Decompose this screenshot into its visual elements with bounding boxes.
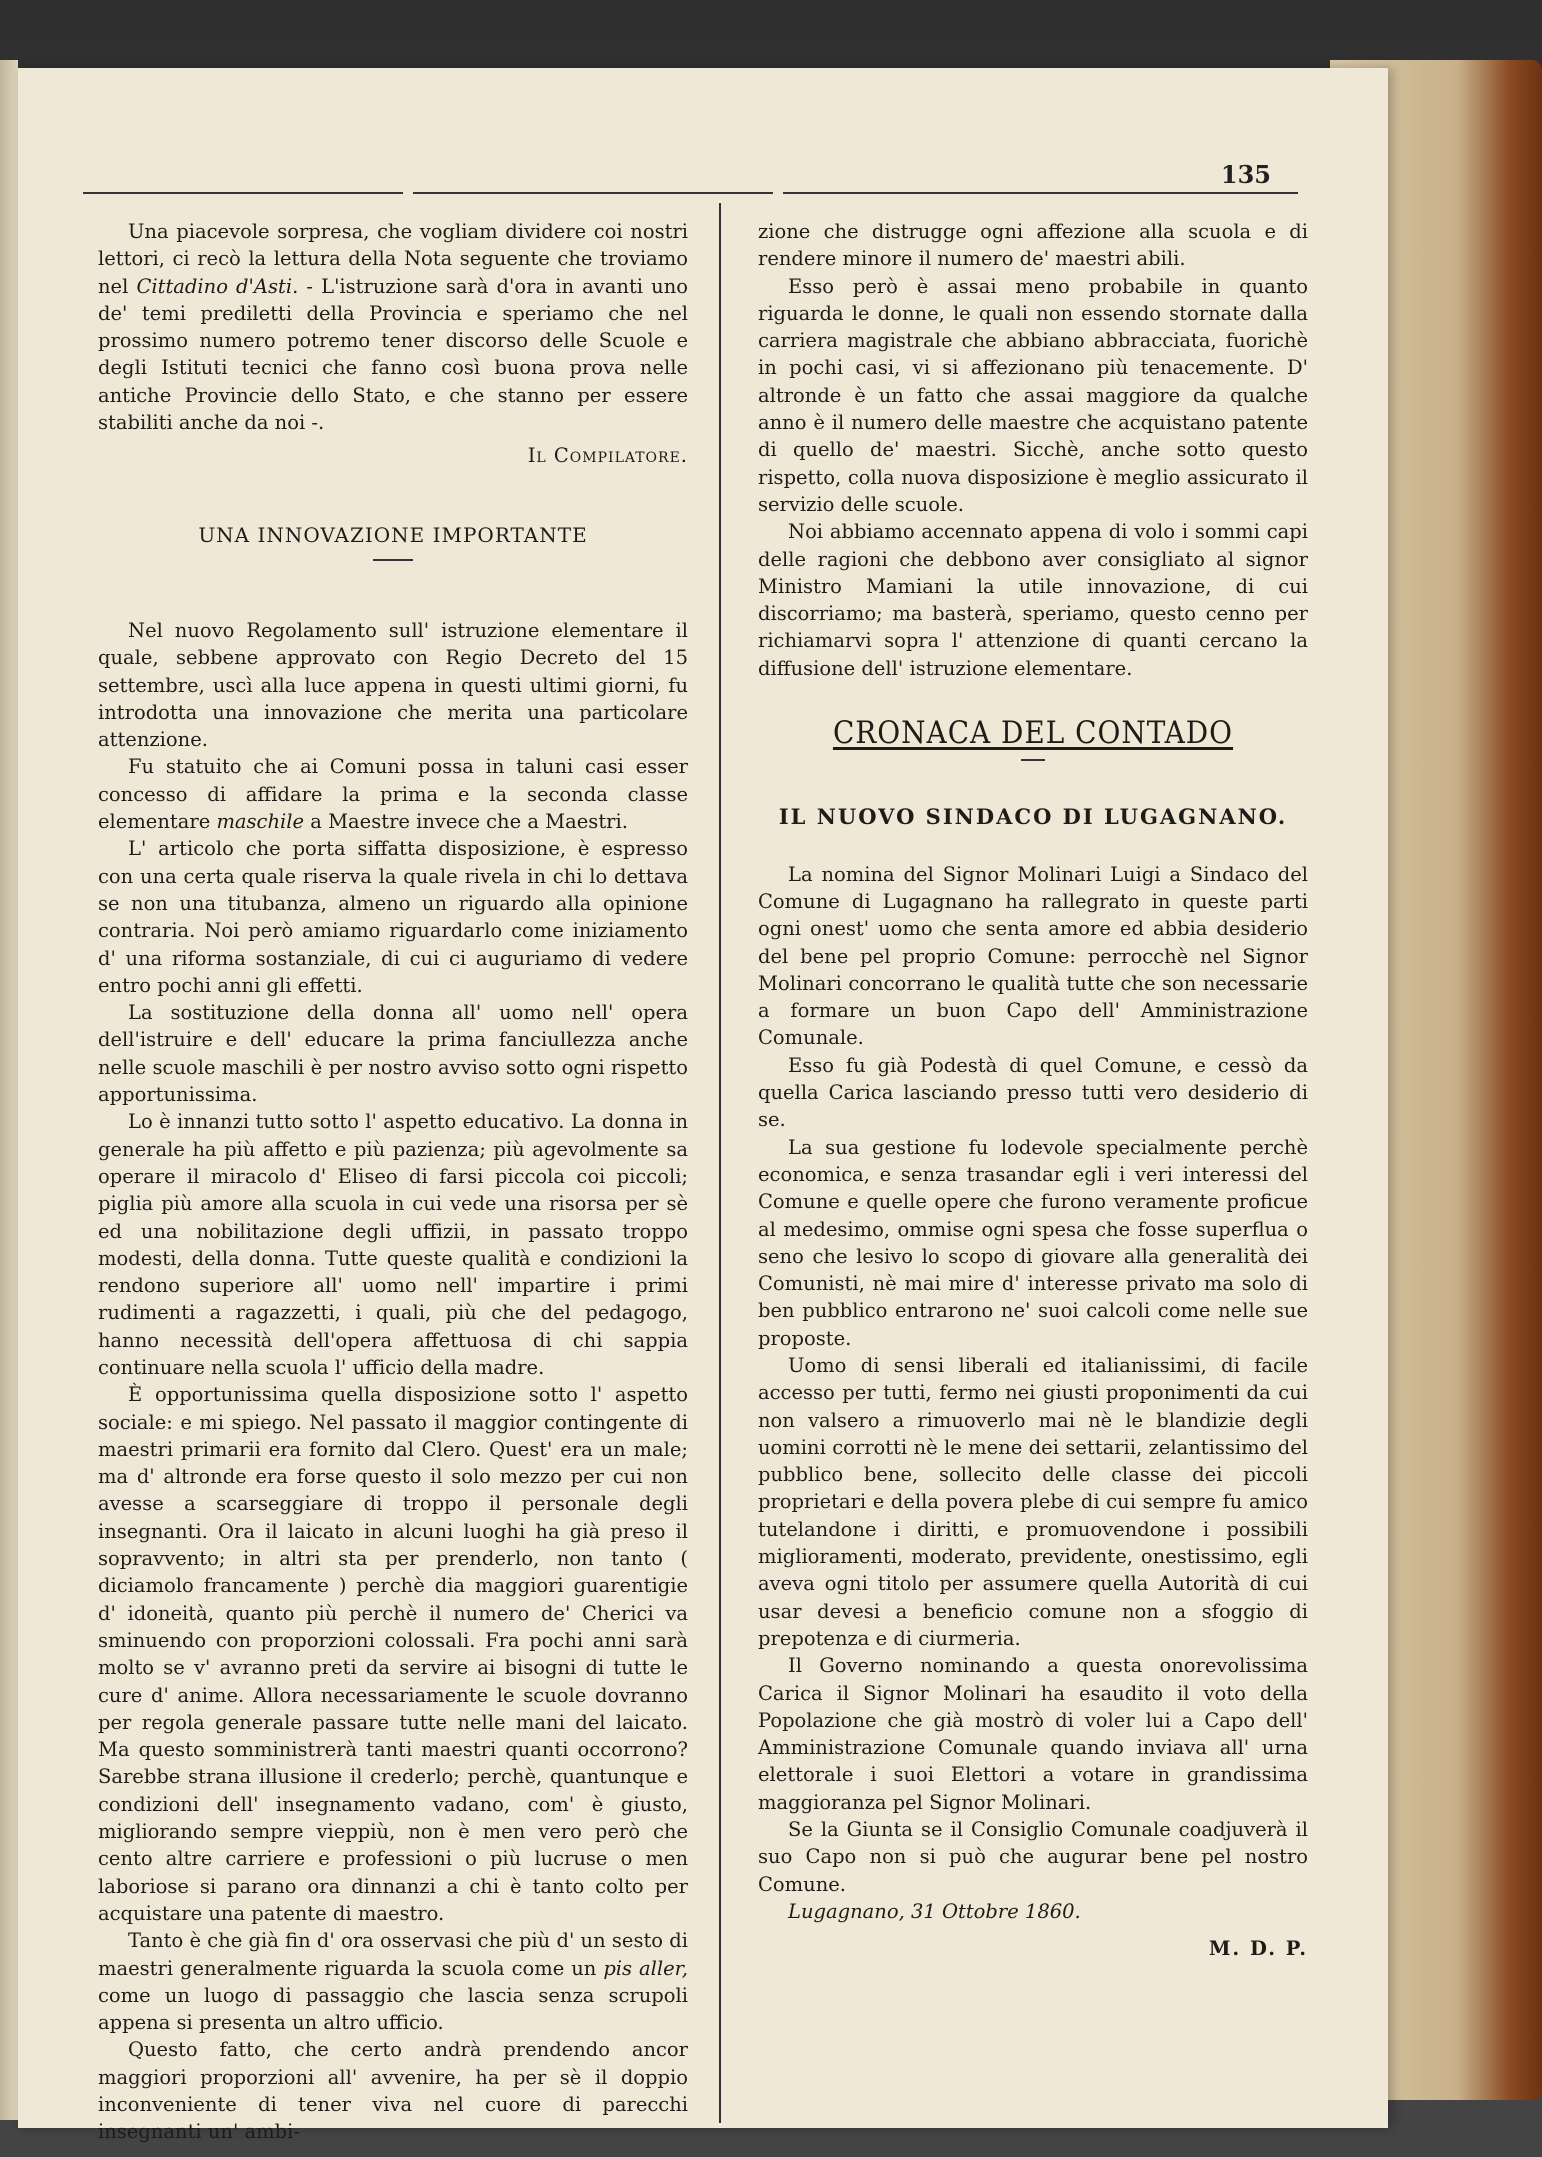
dateline: Lugagnano, 31 Ottobre 1860. bbox=[788, 1899, 1081, 1923]
article-paragraph: È opportunissima quella disposizione sotto l' aspetto sociale: e mi spiego. Nel passato il maggior contingente di maestri primarii era fornito dal Clero. Quest' era un male; ma d' altronde era forse questo il solo mezzo per cui non avesse a scarseggiare di troppo il personale degli insegnanti. Ora il laicato in alcuni luoghi ha già preso il sopravvento; in altri sta per prenderlo, non tanto ( diciamolo francamente ) perchè dia maggiori guarentigie d' idoneità, quanto più perchè il numero de' Cherici va sminuendo con proporzioni colossali. Fra pochi anni sarà molto se v' avranno preti da servire ai bisogni di tutte le cure d' anime. Allora necessariamente le scuole dovranno per regola generale passare tutte nelle mani del laicato. Ma questo somministrerà tanti maestri quanti occorrono? Sarebbe strana illusione il crederlo; perchè, quantunque e condizioni dell' insegnamento vadano, com' è giusto, migliorando sempre vieppiù, non è men vero però che cento altre carriere e professioni o più lucruse o men laboriose si parano ora dinnanzi a chi è tanto colto per acquistare una patente di maestro. bbox=[98, 1383, 688, 1925]
continuation-paragraph: zione che distrugge ogni affezione alla scuola e di rendere minore il numero de' maestri abili. bbox=[758, 220, 1308, 271]
news-paragraph: Uomo di sensi liberali ed italianissimi, di facile accesso per tutti, fermo nei giusti proponimenti da cui non valsero a rimuoverlo mai nè le blandizie degli uomini corrotti nè le mene dei settarii, zelantissimo del pubblico bene, sollecito delle classe dei piccoli proprietari e della povera plebe di cui sempre fu amico tutelandone i diritti, e promuovendone i possibili miglioramenti, moderato, previdente, onestissimo, egli aveva ogni titolo per assumere quella Autorità di cui usar devesi a beneficio comune non a sfoggio di prepotenza e di ciurmeria. bbox=[758, 1353, 1308, 1650]
previous-page-edge bbox=[0, 60, 18, 2120]
article-paragraph: Noi abbiamo accennato appena di volo i sommi capi delle ragioni che debbono aver consigliato al signor Ministro Mamiani la utile innovazione, di cui discorriamo; ma basterà, speriamo, questo cenno per richiamarvi sopra l' attenzione di quanti cercano la diffusione dell' istruzione elementare. bbox=[758, 520, 1308, 680]
article-paragraph: Questo fatto, che certo andrà prendendo ancor maggiori proporzioni all' avvenire, ha per sè il doppio inconveniente di tener viva nel cuore di parecchi insegnanti un' ambi- bbox=[98, 2038, 688, 2144]
title-rule bbox=[373, 559, 413, 561]
right-column bbox=[758, 218, 1308, 1963]
document-page bbox=[18, 68, 1388, 2144]
header-rules bbox=[83, 192, 1298, 196]
news-paragraph: La sua gestione fu lodevole specialmente perchè economica, e senza trasandar egli i veri interessi del Comune e quelle opere che furono veramente proficue al medesimo, ommise ogni spesa che fosse superflua o seno che lesivo lo scopo di giovare alla generalità dei Comunisti, nè mai mire d' interesse privato ma solo di ben pubblico entrarono ne' suoi calcoli come nelle sue proposte. bbox=[758, 1135, 1308, 1350]
article-title: UNA INNOVAZIONE IMPORTANTE bbox=[198, 522, 588, 547]
news-paragraph: La nomina del Signor Molinari Luigi a Sindaco del Comune di Lugagnano ha rallegrato in queste parti ogni onest' uomo che senta amore ed abbia desiderio del bene pel proprio Comune: perrocchè nel Signor Molinari concorrano le qualità tutte che son necessarie a formare un buon Capo dell' Amministrazione Comunale. bbox=[758, 862, 1308, 1050]
intro-paragraph bbox=[98, 218, 688, 436]
article-paragraph bbox=[98, 753, 688, 835]
column-divider bbox=[719, 203, 721, 2123]
article-paragraph: Nel nuovo Regolamento sull' istruzione elementare il quale, sebbene approvato con Regio Decreto del 15 settembre, uscì alla luce appena in questi ultimi giorni, fu introdotta una innovazione che merita una particolare attenzione. bbox=[98, 618, 688, 752]
italic-word: maschile bbox=[216, 810, 305, 834]
paragraph-text: a Maestre invece che a Maestri. bbox=[310, 810, 628, 834]
news-paragraph: Il Governo nominando a questa onorevolissima Carica il Signor Molinari ha esaudito il voto della Popolazione che già mostrò di voler lui a Capo dell' Amministrazione Comunale quando inviava all' urna elettorale i suoi Elettori a votare in grandissima maggioranza pel Signor Molinari. bbox=[758, 1654, 1308, 1814]
header-rule-right bbox=[783, 192, 1298, 194]
section-rule bbox=[1021, 759, 1045, 761]
article-paragraph: Lo è innanzi tutto sotto l' aspetto educativo. La donna in generale ha più affetto e più pazienza; più agevolmente sa operare il miracolo d' Eliseo di farsi piccola coi piccoli; piglia più amore alla scuola in cui vede una risorsa per sè ed una nobilitazione degli uffizii, in passato troppo modesti, della donna. Tutte queste qualità e condizioni la rendono superiore all' uomo nell' impartire i primi rudimenti a ragazzetti, i quali, più che del pedagogo, hanno necessità dell'opera affettuosa di chi sappia continuare nella scuola l' ufficio della madre. bbox=[98, 1110, 688, 1379]
section-heading: CRONACA DEL CONTADO bbox=[832, 715, 1234, 752]
paragraph-text: come un luogo di passaggio che lascia senza scrupoli appena si presenta un altro ufficio. bbox=[98, 1983, 688, 2035]
intro-continued: - L'istruzione sarà d'ora in avanti uno de' temi prediletti della Provincia e speriamo che nel prossimo numero potremo tener discorso delle Scuole e degli Istituti tecnici che fanno così buona prova nelle antiche Provincie dello Stato, e che stanno per essere stabiliti anche da noi -. bbox=[98, 274, 688, 435]
compiler-signature: Il Compilatore. bbox=[527, 444, 688, 468]
news-paragraph: Se la Giunta se il Consiglio Comunale coadjuverà il suo Capo non si può che augurar bene pel nostro Comune. bbox=[758, 1818, 1308, 1896]
italic-phrase: pis aller, bbox=[603, 1956, 688, 1980]
article-paragraph: Esso però è assai meno probabile in quanto riguarda le donne, le quali non essendo stornate dalla carriera magistrale che abbiano abbracciata, fuorichè in pochi casi, vi si affezionano più tenacemente. D' altronde è un fatto che assai maggiore da qualche anno è il numero delle maestre che acquistano patente di quello de' maestri. Sicchè, anche sotto questo rispetto, colla nuova disposizione è meglio assicurato il servizio delle scuole. bbox=[758, 274, 1308, 516]
author-initials: M. D. P. bbox=[1208, 1937, 1308, 1961]
article-paragraph: La sostituzione della donna all' uomo nell' opera dell'istruire e dell' educare la prima fanciullezza anche nelle scuole maschili è per nostro avviso sotto ogni rispetto apportunissima. bbox=[98, 1001, 688, 1107]
page-number: 135 bbox=[1220, 160, 1271, 189]
header-rule-left bbox=[83, 192, 403, 194]
news-paragraph: Esso fu già Podestà di quel Comune, e cessò da quella Carica lasciando presso tutti vero desiderio di se. bbox=[758, 1053, 1308, 1132]
article-paragraph: L' articolo che porta siffatta disposizione, è espresso con una certa quale riserva la quale rivela in chi lo dettava se non una titubanza, almeno un riguardo alla opinione contraria. Noi però amiamo riguardarlo come iniziamento d' una riforma sostanziale, di cui ci auguriamo di vedere entro pochi anni gli effetti. bbox=[98, 837, 688, 997]
paragraph-text: Fu statuito che ai Comuni possa in taluni casi esser concesso di affidare la prima e la seconda classe elementare bbox=[98, 755, 688, 834]
header-rule-middle bbox=[413, 192, 773, 194]
intro-source: Cittadino d'Asti. bbox=[136, 274, 299, 298]
intro-text: Una piacevole sorpresa, che vogliam dividere coi nostri lettori, ci recò la lettura della Nota seguente che troviamo nel bbox=[98, 220, 688, 298]
news-subtitle: IL NUOVO SINDACO DI LUGAGNANO. bbox=[778, 804, 1288, 830]
left-column bbox=[98, 218, 688, 2146]
paragraph-text: Tanto è che già fin d' ora osservasi che più d' un sesto di maestri generalmente riguarda la scuola come un bbox=[98, 1929, 688, 1980]
article-paragraph bbox=[98, 1927, 688, 2036]
